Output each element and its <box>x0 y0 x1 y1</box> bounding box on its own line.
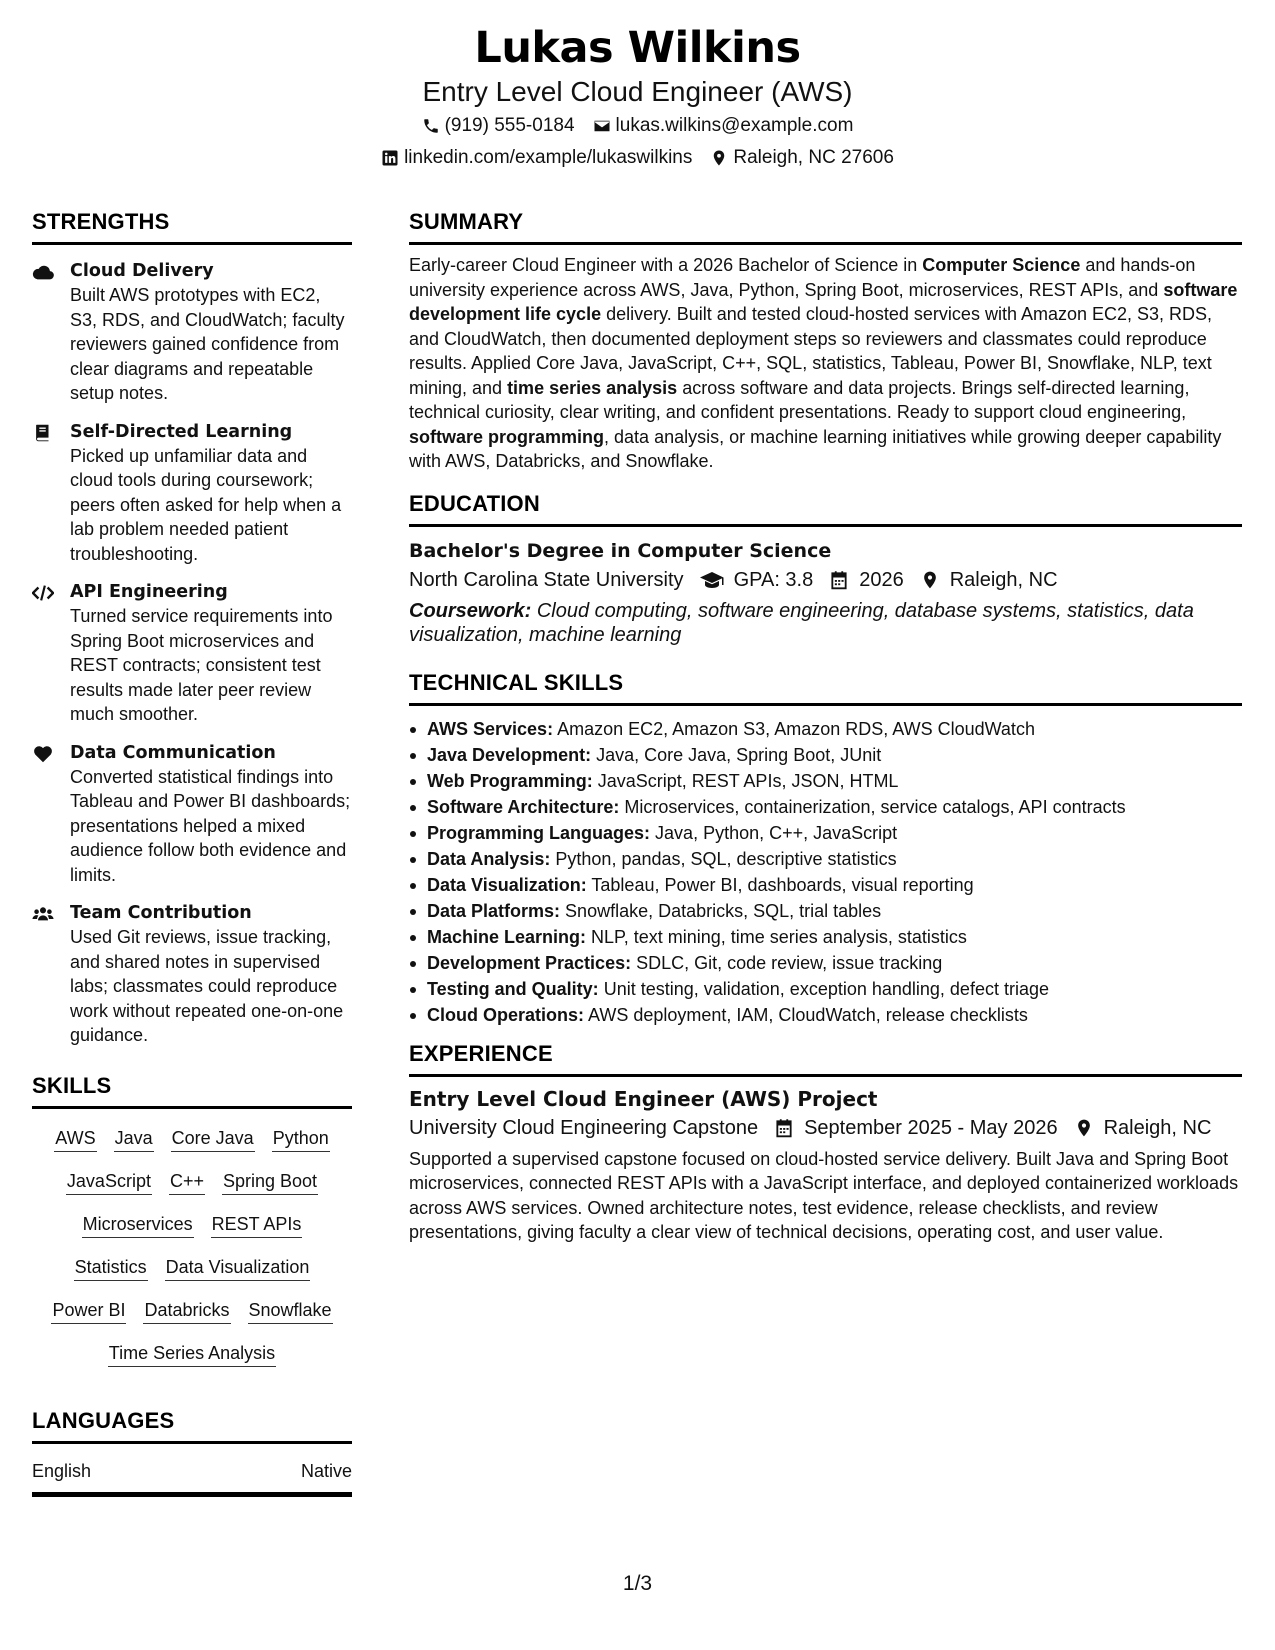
education-year <box>829 565 904 595</box>
skill-tag: Power BI <box>51 1297 126 1324</box>
location-text: Raleigh, NC 27606 <box>733 147 894 168</box>
candidate-name: Lukas Wilkins <box>474 23 801 73</box>
technical-skills-list <box>409 716 1242 1028</box>
right-column <box>409 208 1242 1245</box>
school-name: North Carolina State University <box>409 568 684 591</box>
strength-desc: Picked up unfamiliar data and cloud tools during coursework; peers often asked for help when a lab problem needed patient troubleshooting. <box>70 445 342 564</box>
technical-skill-item <box>409 794 1242 820</box>
skill-tag: Core Java <box>171 1125 255 1152</box>
calendar-icon <box>829 570 849 590</box>
skill-tag: C++ <box>169 1168 205 1195</box>
skill-tag: REST APIs <box>211 1211 303 1238</box>
strength-item <box>32 901 352 1048</box>
technical-skill-item <box>409 872 1242 898</box>
education-degree: Bachelor's Degree in Computer Science <box>409 539 832 562</box>
summary-keyword: time series analysis <box>507 377 678 398</box>
tech-skill-value: JavaScript, REST APIs, JSON, HTML <box>597 770 899 791</box>
code-icon <box>32 583 54 603</box>
summary-keyword: software programming <box>409 426 605 447</box>
skill-tag: Snowflake <box>248 1297 333 1324</box>
language-row <box>32 1458 352 1497</box>
tech-skill-label: Java Development: <box>427 744 592 765</box>
education-gpa <box>700 565 814 595</box>
envelope-icon <box>593 117 611 135</box>
tech-skill-value: NLP, text mining, time series analysis, statistics <box>591 926 967 947</box>
strength-title: Cloud Delivery <box>70 261 214 281</box>
tech-skill-label: Data Visualization: <box>427 874 587 895</box>
tech-skill-label: Data Platforms: <box>427 900 561 921</box>
tech-skill-label: Data Analysis: <box>427 848 551 869</box>
tech-skill-label: AWS Services: <box>427 718 554 739</box>
language-name: English <box>32 1460 92 1481</box>
tech-skill-label: Cloud Operations: <box>427 1004 584 1025</box>
calendar-icon <box>774 1118 794 1138</box>
education-school <box>409 565 684 595</box>
map-pin-icon <box>710 149 728 167</box>
contact-phone <box>422 110 575 142</box>
tech-skill-label: Machine Learning: <box>427 926 587 947</box>
tech-skill-label: Programming Languages: <box>427 822 651 843</box>
skill-row <box>82 1211 303 1238</box>
summary-text <box>409 253 1242 474</box>
technical-skill-item <box>409 716 1242 742</box>
education-location <box>920 565 1058 595</box>
left-column <box>32 208 352 1497</box>
contact-location <box>710 142 894 174</box>
education-location-text: Raleigh, NC <box>949 568 1058 591</box>
map-pin-icon <box>1074 1118 1094 1138</box>
education-meta <box>409 565 1242 595</box>
coursework <box>409 599 1242 647</box>
summary-run: across software and data projects. Brings self-directed learning, technical curiosity, clear writing, and confident presentations. Ready to support cloud engineering, <box>409 377 1190 422</box>
page-number: 1/3 <box>622 1572 653 1595</box>
summary-run: delivery. Built and tested cloud-hosted services with Amazon EC2, S3, RDS, and CloudWatch, then documented deployment steps so reviewers and classmates could reproduce results. Applied Core Java, JavaScript, C++, SQL, statistics, Tableau, Power BI, Snowflake, NLP, text mining, and <box>409 304 1213 398</box>
experience-desc: Supported a supervised capstone focused on cloud-hosted service delivery. Built Java and Spring Boot microservices, connected REST APIs with a JavaScript interface, and deployed containerized workloads across AWS services. Owned architecture notes, test evidence, release checklists, and review presentations, giving faculty a clear view of technical decisions, operating cost, and user value. <box>409 1148 1239 1242</box>
summary-keyword: Computer Science <box>922 255 1081 275</box>
summary-heading: SUMMARY <box>409 208 1242 245</box>
book-icon <box>32 423 54 443</box>
strength-desc: Turned service requirements into Spring Boot microservices and REST contracts; consistent test results made later peer review much smoother. <box>70 606 333 724</box>
tech-skill-value: Microservices, containerization, service catalogs, API contracts <box>624 796 1126 817</box>
summary-keyword: software development life cycle <box>409 279 1238 324</box>
strength-item <box>32 259 352 406</box>
gpa-text: GPA: 3.8 <box>733 568 814 591</box>
skill-row <box>108 1340 276 1367</box>
strength-title: API Engineering <box>70 582 228 602</box>
tech-skill-value: Python, pandas, SQL, descriptive statistics <box>555 848 897 869</box>
contact-row-1 <box>0 110 1275 142</box>
tech-skill-label: Web Programming: <box>427 770 593 791</box>
technical-skill-item <box>409 976 1242 1002</box>
strengths-heading: STRENGTHS <box>32 208 352 245</box>
org-name: University Cloud Engineering Capstone <box>409 1116 759 1139</box>
technical-skill-item <box>409 742 1242 768</box>
technical-skill-item <box>409 846 1242 872</box>
experience-title: Entry Level Cloud Engineer (AWS) Project <box>409 1086 878 1111</box>
technical-skills-heading: TECHNICAL SKILLS <box>409 669 1242 706</box>
contact-email[interactable] <box>593 110 854 142</box>
experience-heading: EXPERIENCE <box>409 1040 1242 1077</box>
skill-row <box>51 1297 332 1324</box>
tech-skill-value: Amazon EC2, Amazon S3, Amazon RDS, AWS CloudWatch <box>557 718 1035 739</box>
skills-heading: SKILLS <box>32 1072 352 1109</box>
languages-heading: LANGUAGES <box>32 1407 352 1444</box>
tech-skill-value: Java, Core Java, Spring Boot, JUnit <box>596 744 882 765</box>
phone-icon <box>422 117 440 135</box>
linkedin-text[interactable]: linkedin.com/example/lukaswilkins <box>404 147 693 168</box>
technical-skill-item <box>409 1002 1242 1028</box>
skill-row <box>66 1168 318 1195</box>
language-level: Native <box>300 1460 352 1481</box>
resume-header <box>0 22 1275 174</box>
skill-tag: AWS <box>54 1125 96 1152</box>
technical-skill-item <box>409 898 1242 924</box>
strength-item <box>32 741 352 888</box>
skill-row <box>54 1125 329 1152</box>
tech-skill-label: Testing and Quality: <box>427 978 599 999</box>
strength-title: Self-Directed Learning <box>70 421 293 442</box>
tech-skill-label: Software Architecture: <box>427 796 620 817</box>
skill-tag: Statistics <box>74 1254 148 1281</box>
coursework-text: Cloud computing, software engineering, database systems, statistics, data visualization, machine learning <box>409 599 1194 646</box>
skill-row <box>74 1254 311 1281</box>
experience-org <box>409 1113 758 1143</box>
experience-location <box>1074 1113 1212 1143</box>
summary-run: , data analysis, or machine learning initiatives while growing deeper capability with AWS, Databricks, and Snowflake. <box>409 426 1222 471</box>
coursework-label: Coursework: <box>409 599 532 622</box>
technical-skill-item <box>409 820 1242 846</box>
experience-meta <box>409 1113 1242 1143</box>
skill-tag: JavaScript <box>66 1168 152 1195</box>
graduation-cap-icon <box>700 570 724 590</box>
users-icon <box>32 904 54 924</box>
technical-skill-item <box>409 768 1242 794</box>
dates-text: September 2025 - May 2026 <box>804 1116 1058 1139</box>
skill-tag: Java <box>114 1125 154 1152</box>
skill-tag: Data Visualization <box>165 1254 311 1281</box>
tech-skill-value: Snowflake, Databricks, SQL, trial tables <box>565 900 882 921</box>
contact-row-2 <box>0 142 1275 174</box>
tech-skill-value: Tableau, Power BI, dashboards, visual reporting <box>591 874 974 895</box>
education-heading: EDUCATION <box>409 490 1242 527</box>
email-text[interactable]: lukas.wilkins@example.com <box>615 115 854 136</box>
experience-dates <box>774 1113 1058 1143</box>
strength-desc: Converted statistical findings into Tableau and Power BI dashboards; presentations helped a mixed audience follow both evidence and limits. <box>70 766 351 885</box>
skill-tag: Time Series Analysis <box>108 1340 276 1367</box>
strength-desc: Used Git reviews, issue tracking, and shared notes in supervised labs; classmates could reproduce work without repeated one-on-one guidance. <box>70 927 344 1045</box>
tech-skill-value: AWS deployment, IAM, CloudWatch, release checklists <box>588 1004 1028 1025</box>
experience-location-text: Raleigh, NC <box>1103 1116 1212 1139</box>
map-pin-icon <box>920 570 940 590</box>
skill-tag: Spring Boot <box>222 1168 318 1195</box>
skills-list <box>32 1125 352 1367</box>
strength-item <box>32 580 352 727</box>
tech-skill-value: Java, Python, C++, JavaScript <box>655 822 898 843</box>
technical-skill-item <box>409 950 1242 976</box>
strength-title: Data Communication <box>70 742 276 763</box>
heart-icon <box>32 744 54 764</box>
phone-text: (919) 555-0184 <box>444 115 575 136</box>
skill-tag: Python <box>272 1125 330 1152</box>
tech-skill-value: SDLC, Git, code review, issue tracking <box>636 952 943 973</box>
contact-linkedin[interactable] <box>381 142 692 174</box>
cloud-icon <box>32 262 54 282</box>
strength-title: Team Contribution <box>70 903 252 923</box>
summary-run: Early-career Cloud Engineer with a 2026 Bachelor of Science in <box>409 255 923 275</box>
strength-desc: Built AWS prototypes with EC2, S3, RDS, and CloudWatch; faculty reviewers gained confidence from clear diagrams and repeatable setup notes. <box>70 285 345 403</box>
tech-skill-label: Development Practices: <box>427 952 632 973</box>
skill-tag: Microservices <box>82 1211 194 1238</box>
technical-skill-item <box>409 924 1242 950</box>
linkedin-icon <box>381 149 399 167</box>
strength-item <box>32 420 352 567</box>
tech-skill-value: Unit testing, validation, exception handling, defect triage <box>603 978 1049 999</box>
skill-tag: Databricks <box>143 1297 230 1324</box>
summary-run: and hands-on university experience across AWS, Java, Python, Spring Boot, microservices, REST APIs, and <box>409 255 1196 300</box>
candidate-title: Entry Level Cloud Engineer (AWS) <box>422 76 853 107</box>
year-text: 2026 <box>859 568 904 591</box>
